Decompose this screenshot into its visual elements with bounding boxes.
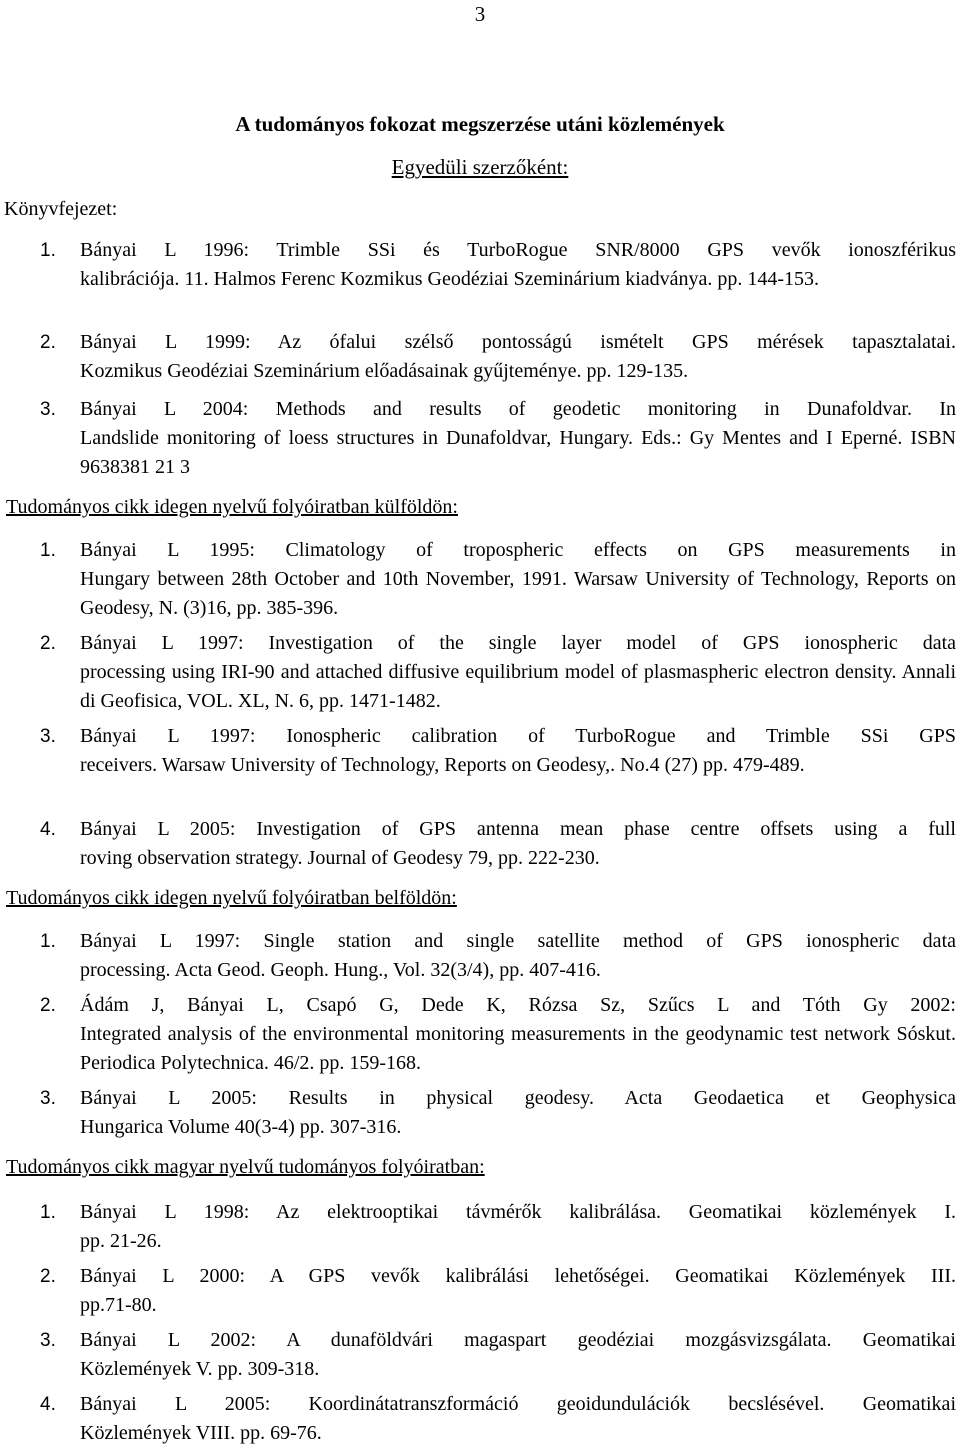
item-text-continuation: pp.71-80. [80, 1294, 157, 1316]
item-text-first-line: Ádám J, Bányai L, Csapó G, Dede K, Rózsa Sz, Szűcs L and Tóth Gy 2002: [80, 994, 956, 1016]
publication-item [40, 1262, 956, 1320]
item-text-continuation: Hungarica Volume 40(3-4) pp. 307-316. [80, 1116, 402, 1138]
publication-item [40, 815, 956, 873]
item-text-first-line: Bányai L 1996: Trimble SSi és TurboRogue SNR/8000 GPS vevők ionoszférikus [80, 239, 956, 261]
page-subtitle: Egyedüli szerzőként: [391, 155, 569, 179]
item-text-first-line: Bányai L 2005: Results in physical geodesy. Acta Geodaetica et Geophysica [80, 1087, 956, 1109]
publication-item [40, 1084, 956, 1142]
item-text-continuation: Integrated analysis of the environmental monitoring measurements in the geodynamic test network Sóskut. Periodica Polytechnica. 46/2. pp. 159-168. [80, 1023, 956, 1074]
item-text-first-line: Bányai L 2002: A dunaföldvári magaspart geodéziai mozgásvizsgálata. Geomatikai [80, 1329, 956, 1351]
item-number: 2. [40, 633, 56, 654]
publication-item [40, 236, 956, 294]
item-text-continuation: Kozmikus Geodéziai Szeminárium előadásainak gyűjteménye. pp. 129-135. [80, 360, 689, 382]
publication-item [40, 722, 956, 780]
item-text-continuation: Hungary between 28th October and 10th November, 1991. Warsaw University of Technology, Reports on Geodesy, N. (3)16, pp. 385-396. [80, 568, 956, 619]
item-number: 4. [40, 1394, 56, 1415]
item-text-first-line: Bányai L 2004: Methods and results of geodetic monitoring in Dunafoldvar. In [80, 398, 956, 420]
item-text-first-line: Bányai L 1995: Climatology of tropospheric effects on GPS measurements in [80, 539, 956, 561]
item-number: 1. [40, 1202, 56, 1223]
item-text-continuation: processing. Acta Geod. Geoph. Hung., Vol. 32(3/4), pp. 407-416. [80, 959, 601, 981]
publication-item [40, 395, 956, 482]
item-text-first-line: Bányai L 2005: Koordinátatranszformáció geoidundulációk becslésével. Geomatikai [80, 1393, 956, 1415]
section-heading-book-chapter: Könyvfejezet: [4, 198, 118, 220]
section-heading-hungarian: Tudományos cikk magyar nyelvű tudományos folyóiratban: [6, 1156, 485, 1178]
item-text-first-line: Bányai L 1997: Ionospheric calibration of TurboRogue and Trimble SSi GPS [80, 725, 956, 747]
item-text-continuation: Landslide monitoring of loess structures in Dunafoldvar, Hungary. Eds.: Gy Mentes and I Eperné. ISBN 9638381 21 3 [80, 427, 956, 478]
item-text-continuation: processing using IRI-90 and attached diffusive equilibrium model of plasmaspheric electron density. Annali di Geofisica, VOL. XL, N. 6, pp. 1471-1482. [80, 661, 956, 712]
item-number: 2. [40, 1266, 56, 1287]
page-number: 3 [474, 2, 486, 26]
item-number: 3. [40, 1088, 56, 1109]
publication-item [40, 927, 956, 985]
item-text-first-line: Bányai L 2000: A GPS vevők kalibrálási lehetőségei. Geomatikai Közlemények III. [80, 1265, 956, 1287]
publication-item [40, 1326, 956, 1384]
publication-item [40, 536, 956, 623]
item-text-continuation: pp. 21-26. [80, 1230, 162, 1252]
item-number: 3. [40, 726, 56, 747]
item-text-first-line: Bányai L 2005: Investigation of GPS antenna mean phase centre offsets using a full [80, 818, 956, 840]
item-number: 1. [40, 540, 56, 561]
item-number: 3. [40, 399, 56, 420]
item-text-continuation: Közlemények VIII. pp. 69-76. [80, 1422, 322, 1444]
item-number: 4. [40, 819, 56, 840]
item-number: 1. [40, 931, 56, 952]
publication-item [40, 328, 956, 386]
section-heading-foreign-domestic: Tudományos cikk idegen nyelvű folyóiratban belföldön: [6, 887, 457, 909]
item-text-continuation: kalibrációja. 11. Halmos Ferenc Kozmikus Geodéziai Szeminárium kiadványa. pp. 144-153. [80, 268, 820, 290]
item-text-continuation: Közlemények V. pp. 309-318. [80, 1358, 320, 1380]
item-text-first-line: Bányai L 1997: Single station and single satellite method of GPS ionospheric data [80, 930, 956, 952]
section-heading-foreign-abroad: Tudományos cikk idegen nyelvű folyóiratban külföldön: [6, 496, 458, 518]
item-text-continuation: receivers. Warsaw University of Technology, Reports on Geodesy,. No.4 (27) pp. 479-489. [80, 754, 805, 776]
publication-item [40, 991, 956, 1078]
publication-item [40, 629, 956, 716]
item-text-first-line: Bányai L 1999: Az ófalui szélső pontosságú ismételt GPS mérések tapasztalatai. [80, 331, 956, 353]
item-number: 3. [40, 1330, 56, 1351]
publication-item [40, 1390, 956, 1448]
item-text-first-line: Bányai L 1998: Az elektrooptikai távmérők kalibrálása. Geomatikai közlemények I. [80, 1201, 956, 1223]
item-number: 2. [40, 995, 56, 1016]
item-text-continuation: roving observation strategy. Journal of Geodesy 79, pp. 222-230. [80, 847, 600, 869]
publication-item [40, 1198, 956, 1256]
item-number: 1. [40, 240, 56, 261]
item-text-first-line: Bányai L 1997: Investigation of the single layer model of GPS ionospheric data [80, 632, 956, 654]
page-title: A tudományos fokozat megszerzése utáni közlemények [235, 112, 725, 136]
item-number: 2. [40, 332, 56, 353]
